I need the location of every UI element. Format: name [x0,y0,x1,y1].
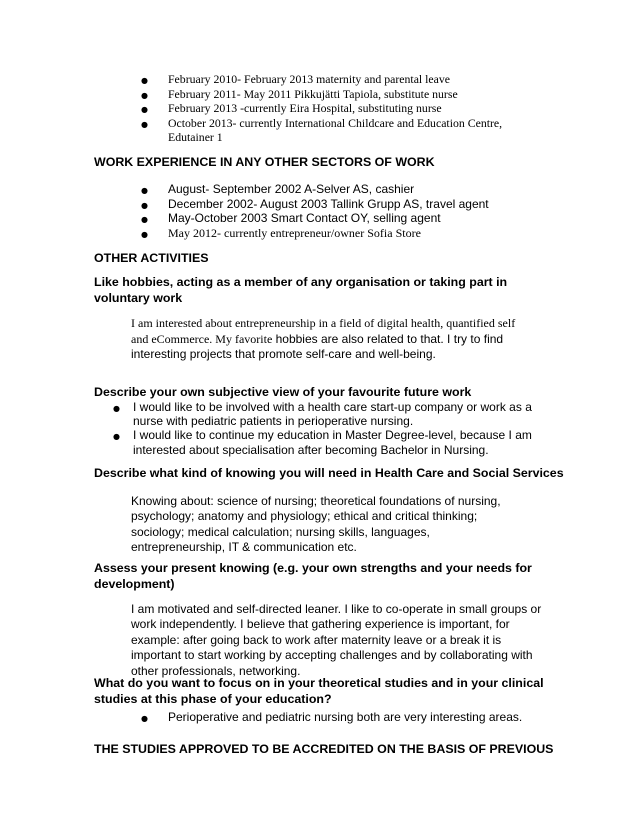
list-item: ● February 2011- May 2011 Pikkujätti Tapiola, substitute nurse [139,87,539,102]
knowing-paragraph: Knowing about: science of nursing; theoretical foundations of nursing, psychology; anatomy and physiology; ethical and critical thinking; sociology; medical calculation; nursing skills, languages, entrepreneurship, IT & communication etc. [131,494,501,555]
subheading-hobbies: Like hobbies, acting as a member of any organisation or taking part in voluntary work [94,275,508,305]
section-heading-knowing: Describe what kind of knowing you will need in Health Care and Social Services [94,466,564,480]
section-heading-assess: Assess your present knowing (e.g. your own strengths and your needs for development) [94,561,532,591]
section-heading-other-activities: OTHER ACTIVITIES [94,251,209,265]
focus-list [139,710,559,725]
list-item: ● May-October 2003 Smart Contact OY, selling agent [139,211,539,226]
future-work-list [113,400,543,457]
hobbies-text-serif: I am interested about entrepreneurship in a field of digital health, quantified self and eCommerce. My favorite [131,316,516,346]
list-item: ● I would like to be involved with a health care start-up company or work as a nurse with pediatric patients in perioperative nursing. [113,400,543,428]
section-heading-focus: What do you want to focus on in your theoretical studies and in your clinical studies at this phase of your education? [94,676,544,706]
hobbies-text-sans: hobbies are also related to that. I try to find interesting projects that promote self-care and well-being. [131,331,504,361]
other-work-list [139,182,539,240]
section-heading-other-work: WORK EXPERIENCE IN ANY OTHER SECTORS OF WORK [94,155,435,169]
hobbies-paragraph [131,316,526,363]
list-item: ● I would like to continue my education in Master Degree-level, because I am interested about specialisation after becoming Bachelor in Nursing. [113,428,543,456]
list-item: ● Perioperative and pediatric nursing both are very interesting areas. [139,710,559,725]
list-item: ● October 2013- currently International Childcare and Education Centre, Edutainer 1 [139,116,539,145]
section-heading-studies: THE STUDIES APPROVED TO BE ACCREDITED ON THE BASIS OF PREVIOUS [94,742,554,756]
list-item: ● May 2012- currently entrepreneur/owner Sofia Store [139,226,539,241]
list-item: ● February 2010- February 2013 maternity and parental leave [139,72,539,87]
assess-paragraph: I am motivated and self-directed leaner. I like to co-operate in small groups or work independently. I believe that gathering experience is important, for example: after going back to work after maternity leave or a break it is important to start working by accepting challenges and by collaborating with other professionals, networking. [131,602,542,678]
list-item: ● December 2002- August 2003 Tallink Grupp AS, travel agent [139,197,539,212]
work-history-list [139,72,539,145]
list-item: ● February 2013 -currently Eira Hospital, substituting nurse [139,101,539,116]
list-item: ● August- September 2002 A-Selver AS, cashier [139,182,539,197]
section-heading-future-work: Describe your own subjective view of your favourite future work [94,385,472,399]
